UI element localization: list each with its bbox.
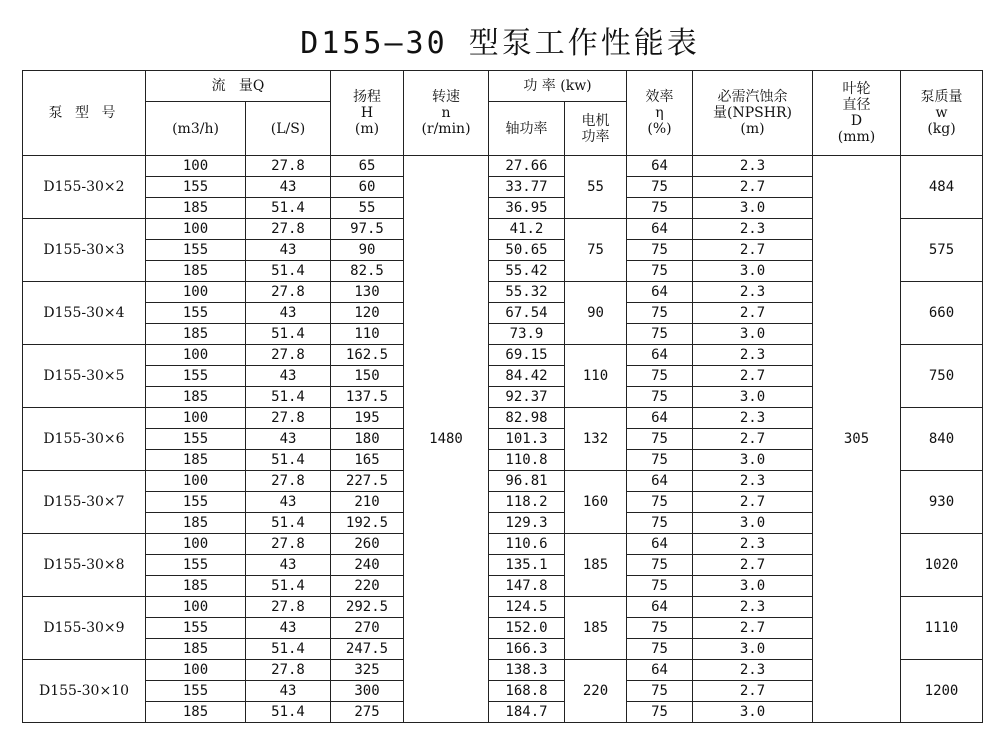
cell-shaft-power: 33.77 — [489, 177, 565, 198]
header-npsh-l2: 量(NPSHR) — [713, 105, 792, 121]
cell-shaft-power: 118.2 — [489, 492, 565, 513]
cell-mass: 750 — [901, 345, 983, 408]
cell-flow-ls: 51.4 — [246, 261, 331, 282]
cell-head: 325 — [331, 660, 404, 681]
cell-shaft-power: 84.42 — [489, 366, 565, 387]
cell-flow-m3h: 155 — [146, 303, 246, 324]
cell-model: D155-30×6 — [23, 408, 146, 471]
cell-npshr: 2.3 — [693, 471, 813, 492]
cell-npshr: 2.3 — [693, 534, 813, 555]
cell-shaft-power: 147.8 — [489, 576, 565, 597]
cell-efficiency: 75 — [627, 492, 693, 513]
cell-shaft-power: 36.95 — [489, 198, 565, 219]
cell-head: 90 — [331, 240, 404, 261]
cell-head: 180 — [331, 429, 404, 450]
cell-flow-ls: 27.8 — [246, 471, 331, 492]
header-eff-l2: η — [655, 105, 664, 121]
cell-shaft-power: 110.8 — [489, 450, 565, 471]
cell-npshr: 2.3 — [693, 408, 813, 429]
cell-head: 195 — [331, 408, 404, 429]
cell-mass: 930 — [901, 471, 983, 534]
header-impeller-l3: D — [850, 113, 863, 129]
cell-npshr: 2.3 — [693, 660, 813, 681]
cell-efficiency: 75 — [627, 450, 693, 471]
cell-efficiency: 75 — [627, 324, 693, 345]
cell-flow-ls: 27.8 — [246, 282, 331, 303]
cell-npshr: 3.0 — [693, 450, 813, 471]
cell-head: 55 — [331, 198, 404, 219]
cell-efficiency: 64 — [627, 534, 693, 555]
header-flow: 流 量Q — [146, 71, 331, 102]
cell-model: D155-30×4 — [23, 282, 146, 345]
header-flow-ls: (L/S) — [246, 102, 331, 156]
cell-motor-power: 75 — [565, 219, 627, 282]
cell-flow-m3h: 100 — [146, 156, 246, 177]
header-speed-l3: (r/min) — [421, 121, 471, 137]
cell-head: 192.5 — [331, 513, 404, 534]
cell-flow-ls: 27.8 — [246, 660, 331, 681]
header-mass — [901, 71, 983, 156]
cell-shaft-power: 124.5 — [489, 597, 565, 618]
cell-head: 165 — [331, 450, 404, 471]
cell-efficiency: 64 — [627, 219, 693, 240]
cell-npshr: 2.3 — [693, 219, 813, 240]
cell-model: D155-30×3 — [23, 219, 146, 282]
cell-efficiency: 75 — [627, 681, 693, 702]
cell-head: 220 — [331, 576, 404, 597]
cell-head: 240 — [331, 555, 404, 576]
header-head-l1: 扬程 — [353, 89, 381, 105]
cell-flow-ls: 43 — [246, 492, 331, 513]
cell-shaft-power: 82.98 — [489, 408, 565, 429]
header-speed — [404, 71, 489, 156]
cell-flow-m3h: 100 — [146, 660, 246, 681]
cell-motor-power: 132 — [565, 408, 627, 471]
cell-head: 120 — [331, 303, 404, 324]
table-body — [23, 156, 983, 723]
cell-flow-ls: 51.4 — [246, 702, 331, 723]
cell-efficiency: 75 — [627, 198, 693, 219]
cell-flow-ls: 51.4 — [246, 513, 331, 534]
cell-head: 110 — [331, 324, 404, 345]
cell-motor-power: 90 — [565, 282, 627, 345]
cell-efficiency: 64 — [627, 282, 693, 303]
cell-flow-m3h: 185 — [146, 450, 246, 471]
cell-shaft-power: 168.8 — [489, 681, 565, 702]
cell-flow-ls: 27.8 — [246, 408, 331, 429]
cell-motor-power: 220 — [565, 660, 627, 723]
cell-motor-power: 110 — [565, 345, 627, 408]
cell-flow-ls: 43 — [246, 240, 331, 261]
cell-flow-ls: 43 — [246, 429, 331, 450]
header-motor-l2: 功率 — [581, 128, 610, 145]
cell-shaft-power: 69.15 — [489, 345, 565, 366]
cell-efficiency: 75 — [627, 555, 693, 576]
cell-model: D155-30×5 — [23, 345, 146, 408]
cell-model: D155-30×7 — [23, 471, 146, 534]
table-header — [23, 71, 983, 156]
header-motor-power — [565, 102, 627, 156]
cell-mass: 1200 — [901, 660, 983, 723]
cell-efficiency: 75 — [627, 366, 693, 387]
cell-flow-m3h: 100 — [146, 219, 246, 240]
cell-flow-m3h: 155 — [146, 492, 246, 513]
cell-npshr: 2.7 — [693, 555, 813, 576]
header-speed-l1: 转速 — [432, 89, 460, 105]
header-efficiency — [627, 71, 693, 156]
header-npsh-l1: 必需汽蚀余 — [717, 89, 788, 105]
cell-head: 162.5 — [331, 345, 404, 366]
cell-motor-power: 185 — [565, 534, 627, 597]
cell-npshr: 2.3 — [693, 345, 813, 366]
cell-efficiency: 75 — [627, 303, 693, 324]
cell-head: 227.5 — [331, 471, 404, 492]
cell-flow-ls: 43 — [246, 303, 331, 324]
cell-shaft-power: 55.32 — [489, 282, 565, 303]
cell-head: 137.5 — [331, 387, 404, 408]
cell-efficiency: 75 — [627, 240, 693, 261]
cell-npshr: 2.7 — [693, 303, 813, 324]
cell-npshr: 3.0 — [693, 639, 813, 660]
header-speed-l2: n — [441, 105, 451, 121]
cell-npshr: 3.0 — [693, 261, 813, 282]
cell-head: 270 — [331, 618, 404, 639]
cell-shaft-power: 138.3 — [489, 660, 565, 681]
cell-motor-power: 160 — [565, 471, 627, 534]
cell-flow-m3h: 100 — [146, 282, 246, 303]
header-shaft-power: 轴功率 — [489, 102, 565, 156]
header-mass-l3: (kg) — [927, 121, 956, 137]
cell-model: D155-30×10 — [23, 660, 146, 723]
cell-flow-m3h: 100 — [146, 471, 246, 492]
cell-shaft-power: 50.65 — [489, 240, 565, 261]
cell-head: 65 — [331, 156, 404, 177]
cell-shaft-power: 41.2 — [489, 219, 565, 240]
cell-head: 260 — [331, 534, 404, 555]
cell-mass: 484 — [901, 156, 983, 219]
performance-table — [22, 70, 983, 723]
cell-npshr: 3.0 — [693, 513, 813, 534]
cell-efficiency: 75 — [627, 177, 693, 198]
cell-head: 60 — [331, 177, 404, 198]
header-npsh-l3: (m) — [740, 121, 765, 137]
cell-flow-m3h: 155 — [146, 177, 246, 198]
header-head-l2: H — [360, 105, 374, 121]
header-motor-l1: 电机 — [581, 112, 610, 129]
cell-efficiency: 75 — [627, 429, 693, 450]
header-impeller-l1: 叶轮 — [842, 81, 871, 97]
cell-npshr: 3.0 — [693, 702, 813, 723]
cell-npshr: 3.0 — [693, 198, 813, 219]
cell-flow-m3h: 185 — [146, 387, 246, 408]
cell-shaft-power: 129.3 — [489, 513, 565, 534]
header-impeller-l4: (mm) — [837, 129, 876, 145]
cell-flow-m3h: 185 — [146, 513, 246, 534]
cell-flow-ls: 43 — [246, 681, 331, 702]
cell-efficiency: 75 — [627, 702, 693, 723]
cell-mass: 840 — [901, 408, 983, 471]
header-model: 泵 型 号 — [23, 71, 146, 156]
cell-flow-m3h: 185 — [146, 324, 246, 345]
cell-flow-m3h: 185 — [146, 198, 246, 219]
cell-head: 210 — [331, 492, 404, 513]
cell-flow-m3h: 155 — [146, 555, 246, 576]
cell-shaft-power: 67.54 — [489, 303, 565, 324]
cell-shaft-power: 27.66 — [489, 156, 565, 177]
cell-efficiency: 64 — [627, 156, 693, 177]
cell-npshr: 2.7 — [693, 618, 813, 639]
cell-flow-ls: 27.8 — [246, 534, 331, 555]
cell-model: D155-30×2 — [23, 156, 146, 219]
cell-flow-m3h: 185 — [146, 702, 246, 723]
cell-npshr: 2.3 — [693, 156, 813, 177]
cell-flow-ls: 27.8 — [246, 219, 331, 240]
cell-npshr: 2.7 — [693, 177, 813, 198]
cell-flow-m3h: 155 — [146, 618, 246, 639]
cell-motor-power: 55 — [565, 156, 627, 219]
cell-flow-ls: 51.4 — [246, 576, 331, 597]
cell-efficiency: 75 — [627, 576, 693, 597]
cell-shaft-power: 96.81 — [489, 471, 565, 492]
cell-head: 247.5 — [331, 639, 404, 660]
cell-shaft-power: 152.0 — [489, 618, 565, 639]
cell-impeller-diameter: 305 — [813, 156, 901, 723]
cell-npshr: 2.7 — [693, 366, 813, 387]
cell-flow-m3h: 155 — [146, 366, 246, 387]
cell-flow-m3h: 155 — [146, 240, 246, 261]
cell-flow-m3h: 100 — [146, 534, 246, 555]
cell-npshr: 2.7 — [693, 681, 813, 702]
cell-mass: 660 — [901, 282, 983, 345]
cell-flow-ls: 27.8 — [246, 156, 331, 177]
cell-flow-ls: 51.4 — [246, 639, 331, 660]
cell-shaft-power: 101.3 — [489, 429, 565, 450]
cell-model: D155-30×8 — [23, 534, 146, 597]
cell-npshr: 2.7 — [693, 240, 813, 261]
cell-flow-ls: 51.4 — [246, 387, 331, 408]
cell-head: 97.5 — [331, 219, 404, 240]
cell-flow-ls: 43 — [246, 555, 331, 576]
cell-npshr: 2.3 — [693, 282, 813, 303]
cell-shaft-power: 110.6 — [489, 534, 565, 555]
cell-efficiency: 75 — [627, 261, 693, 282]
cell-npshr: 3.0 — [693, 576, 813, 597]
cell-npshr: 3.0 — [693, 387, 813, 408]
cell-efficiency: 75 — [627, 513, 693, 534]
cell-flow-m3h: 100 — [146, 345, 246, 366]
cell-flow-ls: 51.4 — [246, 450, 331, 471]
header-head-l3: (m) — [354, 121, 380, 137]
cell-head: 292.5 — [331, 597, 404, 618]
cell-efficiency: 64 — [627, 597, 693, 618]
header-eff-l3: (%) — [647, 121, 672, 137]
cell-efficiency: 75 — [627, 639, 693, 660]
cell-shaft-power: 55.42 — [489, 261, 565, 282]
cell-motor-power: 185 — [565, 597, 627, 660]
header-npshr — [693, 71, 813, 156]
cell-head: 82.5 — [331, 261, 404, 282]
cell-mass: 1020 — [901, 534, 983, 597]
cell-shaft-power: 166.3 — [489, 639, 565, 660]
header-mass-l1: 泵质量 — [920, 89, 963, 105]
cell-efficiency: 64 — [627, 408, 693, 429]
table-row — [23, 156, 983, 177]
cell-npshr: 2.7 — [693, 429, 813, 450]
cell-head: 150 — [331, 366, 404, 387]
cell-efficiency: 64 — [627, 660, 693, 681]
cell-efficiency: 75 — [627, 387, 693, 408]
cell-shaft-power: 135.1 — [489, 555, 565, 576]
header-impeller-l2: 直径 — [842, 97, 871, 113]
cell-flow-ls: 51.4 — [246, 324, 331, 345]
cell-flow-ls: 51.4 — [246, 198, 331, 219]
cell-head: 275 — [331, 702, 404, 723]
cell-flow-ls: 27.8 — [246, 345, 331, 366]
cell-shaft-power: 92.37 — [489, 387, 565, 408]
cell-flow-ls: 43 — [246, 366, 331, 387]
cell-flow-ls: 27.8 — [246, 597, 331, 618]
header-impeller — [813, 71, 901, 156]
cell-flow-m3h: 185 — [146, 639, 246, 660]
cell-flow-m3h: 155 — [146, 681, 246, 702]
cell-efficiency: 64 — [627, 345, 693, 366]
cell-head: 300 — [331, 681, 404, 702]
cell-model: D155-30×9 — [23, 597, 146, 660]
cell-flow-m3h: 100 — [146, 597, 246, 618]
cell-npshr: 2.3 — [693, 597, 813, 618]
cell-flow-m3h: 185 — [146, 261, 246, 282]
cell-speed: 1480 — [404, 156, 489, 723]
header-mass-l2: w — [935, 105, 948, 121]
cell-efficiency: 64 — [627, 471, 693, 492]
cell-mass: 575 — [901, 219, 983, 282]
cell-shaft-power: 73.9 — [489, 324, 565, 345]
cell-flow-ls: 43 — [246, 177, 331, 198]
header-power: 功 率 (kw) — [489, 71, 627, 102]
cell-flow-m3h: 155 — [146, 429, 246, 450]
header-head — [331, 71, 404, 156]
cell-efficiency: 75 — [627, 618, 693, 639]
cell-mass: 1110 — [901, 597, 983, 660]
cell-head: 130 — [331, 282, 404, 303]
page-title: D155—30 型泵工作性能表 — [300, 26, 700, 61]
cell-npshr: 2.7 — [693, 492, 813, 513]
cell-flow-m3h: 185 — [146, 576, 246, 597]
cell-npshr: 3.0 — [693, 324, 813, 345]
header-eff-l1: 效率 — [645, 89, 674, 105]
cell-flow-m3h: 100 — [146, 408, 246, 429]
cell-shaft-power: 184.7 — [489, 702, 565, 723]
header-flow-m3h: (m3/h) — [146, 102, 246, 156]
cell-flow-ls: 43 — [246, 618, 331, 639]
